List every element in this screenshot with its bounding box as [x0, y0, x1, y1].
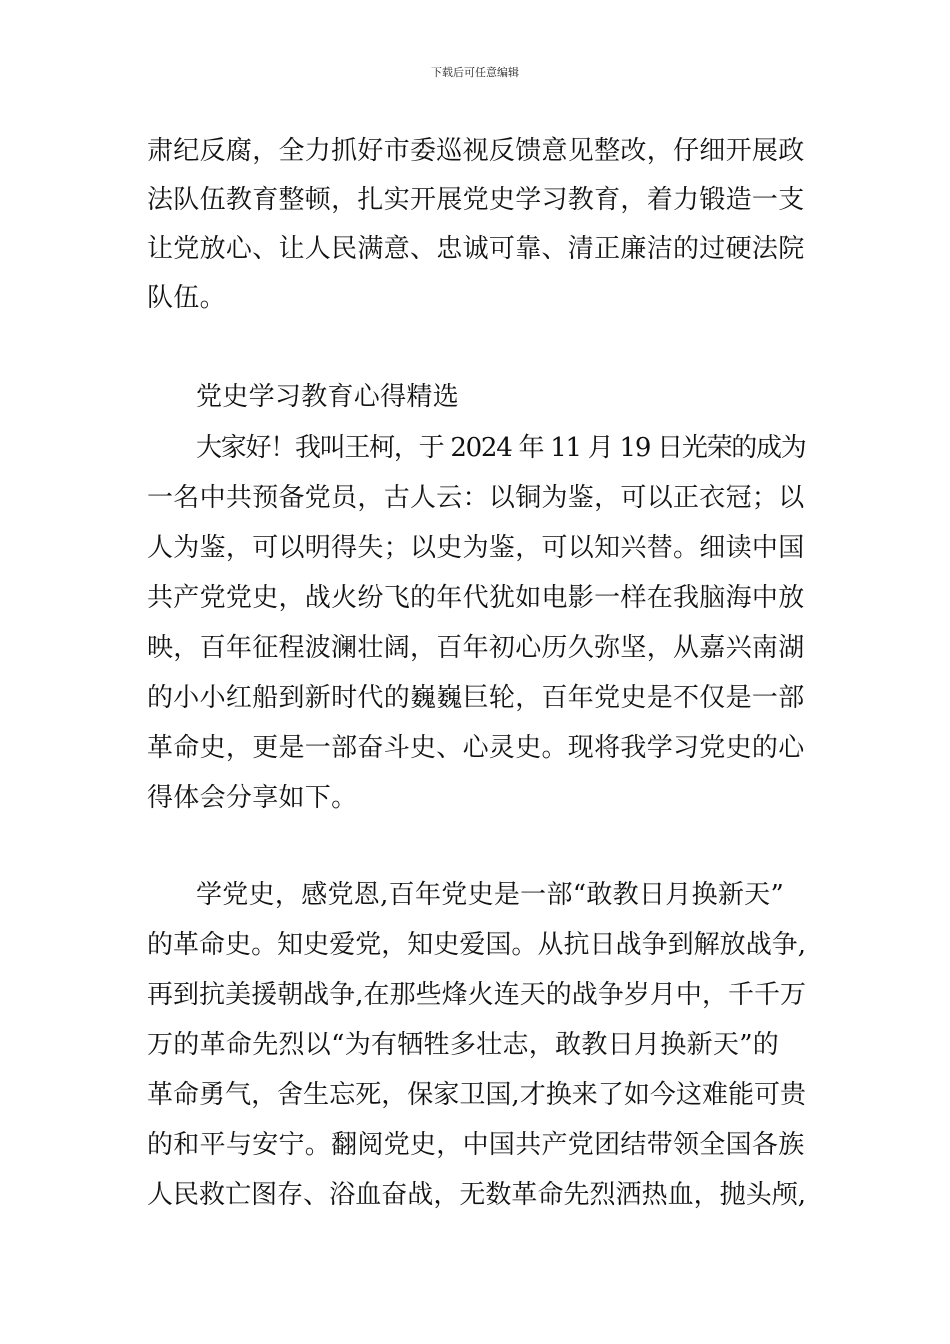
paragraph-line: 得体会分享如下。 [147, 783, 358, 813]
paragraph-line: 法队伍教育整顿，扎实开展党史学习教育，着力锻造一支 [147, 185, 805, 215]
paragraph-line: 再到抗美援朝战争,在那些烽火连天的战争岁月中，千千万 [147, 980, 807, 1010]
paragraph-line: 一名中共预备党员，古人云：以铜为鉴，可以正衣冠；以 [147, 483, 805, 513]
paragraph-line: 人民救亡图存、浴血奋战，无数革命先烈洒热血，抛头颅, [147, 1180, 807, 1210]
paragraph-line: 肃纪反腐，全力抓好市委巡视反馈意见整改，仔细开展政 [147, 136, 805, 166]
paragraph-line: 的小小红船到新时代的巍巍巨轮，百年党史是不仅是一部 [147, 683, 805, 713]
paragraph-line: 大家好！我叫王柯，于 2024 年 11 月 19 日光荣的成为 [196, 433, 806, 463]
paragraph-line: 革命勇气，舍生忘死，保家卫国,才换来了如今这难能可贵 [147, 1080, 807, 1110]
paragraph-line: 人为鉴，可以明得失；以史为鉴，可以知兴替。细读中国 [147, 533, 805, 563]
paragraph-line: 学党史，感党恩,百年党史是一部“敢教日月换新天” [196, 880, 785, 910]
paragraph-line: 革命史，更是一部奋斗史、心灵史。现将我学习党史的心 [147, 733, 805, 763]
paragraph-line: 队伍。 [147, 283, 226, 313]
section-title: 党史学习教育心得精选 [196, 382, 460, 412]
paragraph-line: 共产党党史，战火纷飞的年代犹如电影一样在我脑海中放 [147, 583, 805, 613]
page-header: 下载后可任意编辑 [431, 66, 519, 79]
paragraph-line: 让党放心、让人民满意、忠诚可靠、清正廉洁的过硬法院 [147, 234, 805, 264]
paragraph-line: 的革命史。知史爱党，知史爱国。从抗日战争到解放战争, [147, 930, 807, 960]
paragraph-line: 的和平与安宁。翻阅党史，中国共产党团结带领全国各族 [147, 1130, 805, 1160]
paragraph-line: 映，百年征程波澜壮阔，百年初心历久弥坚，从嘉兴南湖 [147, 633, 805, 663]
paragraph-line: 万的革命先烈以“为有牺牲多壮志，敢教日月换新天”的 [147, 1030, 780, 1060]
